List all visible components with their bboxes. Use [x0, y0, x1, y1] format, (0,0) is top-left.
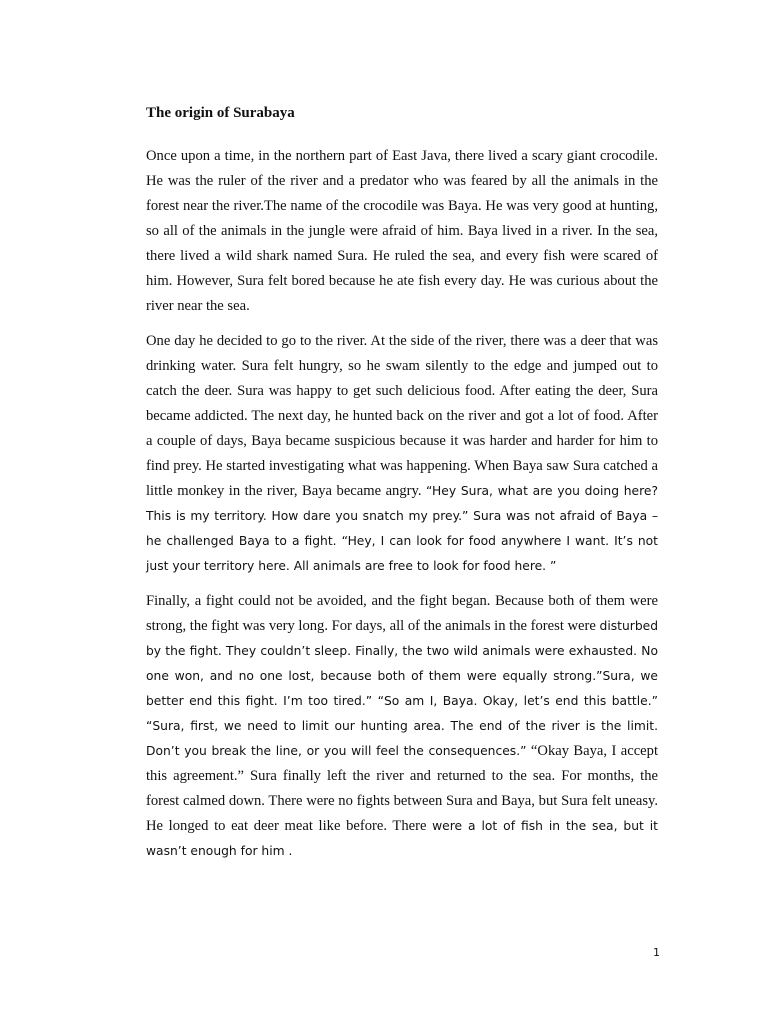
- page-number: 1: [653, 946, 660, 959]
- document-title: The origin of Surabaya: [146, 105, 295, 121]
- paragraph-1-text: Once upon a time, in the northern part of East Java, there lived a scary giant crocodile. He was the ruler of the river and a predator who was feared by all the animals in the forest near the river.The name of the crocodile was Baya. He was very good at hunting, so all of the animals in the jungle were afraid of him. Baya lived in a river. In the sea, there lived a wild shark named Sura. He ruled the sea, and every fish were scared of him. However, Sura felt bored because he ate fish every day. He was curious about the river near the sea.: [146, 148, 658, 314]
- paragraph-3: [146, 589, 658, 864]
- paragraph-2: [146, 329, 658, 579]
- paragraph-2-dialogue: “Hey Sura, what are you doing here? This is my territory. How dare you snatch my prey.” Sura was not afraid of Baya – he challenged Baya to a fight. “Hey, I can look for food anywhere I want. It’s not just your territory here. All animals are free to look for food here. ”: [146, 484, 659, 573]
- paragraph-3-text-a: Finally, a fight could not be avoided, and the fight began. Because both of them were strong, the fight was very long. For days, all of the animals in the forest were: [146, 593, 658, 634]
- paragraph-3-dialogue: disturbed by the fight. They couldn’t sleep. Finally, the two wild animals were exhausted. No one won, and no one lost, because both of them were equally strong.”Sura, we better end this fight. I’m too tired.” “So am I, Baya. Okay, let’s end this battle.” “Sura, first, we need to limit our hunting area. The end of the river is the limit. Don’t you break the line, or you will feel the consequences.”: [146, 619, 659, 758]
- paragraph-3-text-c: “Okay Baya, I accept this agreement.” Sura finally left the river and returned to the sea. For months, the forest calmed down. There were no fights between Sura and Baya, but Sura felt uneasy. He longed to eat deer meat like before. There: [146, 743, 659, 834]
- document-body: [146, 103, 658, 874]
- paragraph-3-text-d: were a lot of fish in the sea, but it wasn’t enough for him .: [146, 819, 658, 858]
- paragraph-1: [146, 144, 658, 319]
- paragraph-2-text: One day he decided to go to the river. At the side of the river, there was a deer that was drinking water. Sura felt hungry, so he swam silently to the edge and jumped out to catch the deer. Sura was happy to get such delicious food. After eating the deer, Sura became addicted. The next day, he hunted back on the river and got a lot of food. After a couple of days, Baya became suspicious because it was harder and harder for him to find prey. He started investigating what was happening. When Baya saw Sura catched a little monkey in the river, Baya became angry.: [146, 333, 658, 499]
